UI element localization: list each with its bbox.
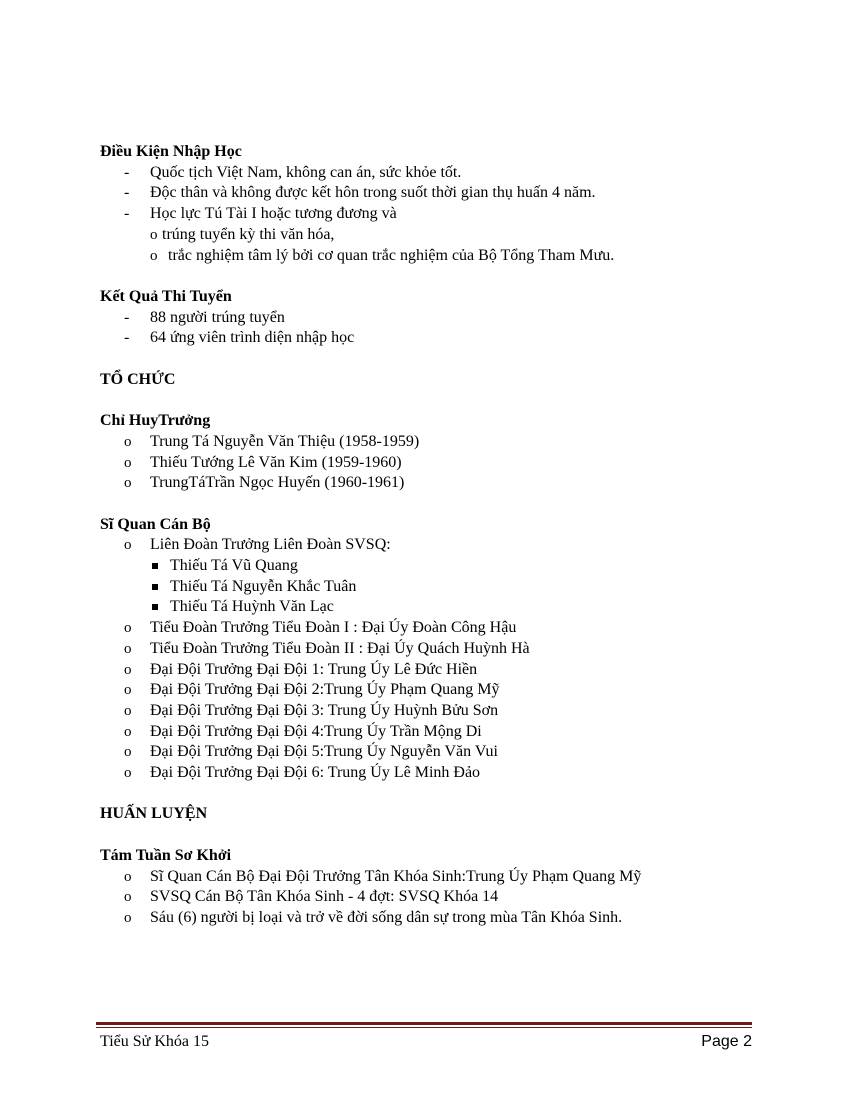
list-item: o Sáu (6) người bị loại và trở về đời sống dân sự trong mùa Tân Khóa Sinh. (100, 908, 760, 929)
list-item: o Liên Đoàn Trưởng Liên Đoàn SVSQ: (100, 535, 760, 556)
list-item: o Đại Đội Trưởng Đại Đội 6: Trung Úy Lê Minh Đảo (100, 763, 760, 784)
list-sub-item: Thiếu Tá Huỳnh Văn Lạc (100, 597, 760, 618)
heading-dieu-kien: Điều Kiện Nhập Học (100, 143, 242, 160)
list-item: o Tiểu Đoàn Trưởng Tiểu Đoàn II : Đại Úy Quách Huỳnh Hà (100, 639, 760, 660)
list-item: o Sĩ Quan Cán Bộ Đại Đội Trưởng Tân Khóa Sinh:Trung Úy Phạm Quang Mỹ (100, 867, 760, 888)
list-item: o SVSQ Cán Bộ Tân Khóa Sinh - 4 đợt: SVSQ Khóa 14 (100, 887, 760, 908)
list-item: o Đại Đội Trưởng Đại Đội 2:Trung Úy Phạm Quang Mỹ (100, 680, 760, 701)
list-item: o Đại Đội Trưởng Đại Đội 4:Trung Úy Trần Mộng Di (100, 722, 760, 743)
list-item: o Trung Tá Nguyễn Văn Thiệu (1958-1959) (100, 432, 760, 453)
list-item: - Học lực Tú Tài I hoặc tương đương và (100, 204, 760, 225)
heading-to-chuc: TỔ CHỨC (100, 370, 176, 388)
list-item: o Tiểu Đoàn Trưởng Tiểu Đoàn I : Đại Úy Đoàn Công Hậu (100, 618, 760, 639)
footer-title: Tiểu Sử Khóa 15 (100, 1033, 209, 1050)
list-sub-item: Thiếu Tá Vũ Quang (100, 556, 760, 577)
list-sub-item: Thiếu Tá Nguyễn Khắc Tuân (100, 577, 760, 598)
heading-si-quan: Sĩ Quan Cán Bộ (100, 515, 211, 533)
heading-ket-qua: Kết Quả Thi Tuyển (100, 287, 232, 305)
heading-chi-huy: Chỉ HuyTrưởng (100, 412, 211, 430)
list-item: o Thiếu Tướng Lê Văn Kim (1959-1960) (100, 453, 760, 474)
list-sub-item: o trúng tuyển kỳ thi văn hóa, (100, 225, 760, 246)
list-item: o TrungTáTrần Ngọc Huyến (1960-1961) (100, 473, 760, 494)
dieu-kien-list (100, 163, 760, 267)
chi-huy-list (100, 432, 760, 494)
list-item: - 88 người trúng tuyển (100, 308, 760, 329)
page-content (100, 142, 760, 929)
page-number: Page 2 (701, 1033, 752, 1050)
footer-divider (96, 1022, 752, 1025)
footer-divider-thin (96, 1027, 752, 1028)
list-item: - 64 ứng viên trình diện nhập học (100, 328, 760, 349)
ket-qua-list (100, 308, 760, 349)
heading-tam-tuan: Tám Tuần Sơ Khởi (100, 846, 232, 864)
tam-tuan-list (100, 867, 760, 929)
heading-huan-luyen: HUẤN LUYỆN (100, 805, 208, 823)
list-item: - Độc thân và không được kết hôn trong suốt thời gian thụ huấn 4 năm. (100, 183, 760, 204)
list-item: o Đại Đội Trưởng Đại Đội 3: Trung Úy Huỳnh Bửu Sơn (100, 701, 760, 722)
list-item: - Quốc tịch Việt Nam, không can án, sức khỏe tốt. (100, 163, 760, 184)
si-quan-list (100, 535, 760, 783)
list-sub-item: o trắc nghiệm tâm lý bởi cơ quan trắc nghiệm của Bộ Tổng Tham Mưu. (100, 246, 760, 267)
list-item: o Đại Đội Trưởng Đại Đội 1: Trung Úy Lê Đức Hiền (100, 660, 760, 681)
list-item: o Đại Đội Trưởng Đại Đội 5:Trung Úy Nguyễn Văn Vui (100, 742, 760, 763)
